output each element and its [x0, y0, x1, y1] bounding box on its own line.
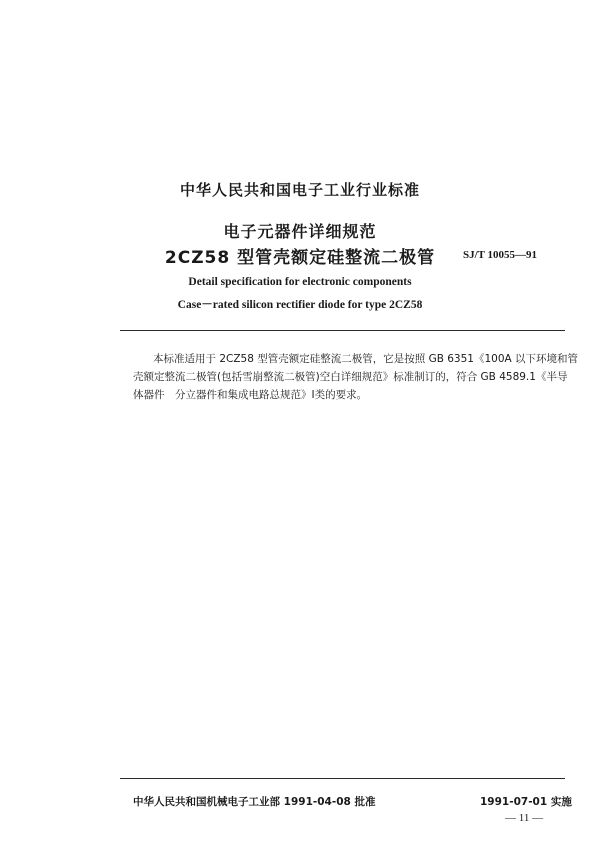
paragraph-line: 本标准适用于 2CZ58 型管壳额定硅整流二极管，它是按照 GB 6351《100A 以下环境和管	[153, 353, 579, 365]
standard-number: SJ/T 10055—91	[463, 249, 538, 261]
top-divider	[120, 330, 565, 331]
approval-statement: 中华人民共和国机械电子工业部 1991-04-08 批准	[133, 796, 376, 808]
scope-paragraph	[133, 350, 579, 404]
standard-organization-heading: 中华人民共和国电子工业行业标准	[179, 181, 420, 199]
title-english-line-2: Case－rated silicon rectifier diode for type 2CZ58	[177, 299, 423, 311]
paragraph-line: 壳额定整流二极管(包括雪崩整流二极管)空白详细规范》标准制订的，符合 GB 4589.1《半导	[133, 371, 568, 383]
page-number: — 11 —	[505, 812, 544, 824]
paragraph-line: 体器件 分立器件和集成电路总规范》Ⅰ类的要求。	[133, 389, 368, 401]
title-chinese-line-1: 电子元器件详细规范	[223, 222, 377, 241]
implementation-date: 1991-07-01 实施	[480, 796, 572, 808]
bottom-divider	[120, 778, 565, 779]
title-english-line-1: Detail specification for electronic components	[188, 276, 412, 288]
title-chinese-line-2: 2CZ58 型管壳额定硅整流二极管	[164, 248, 436, 268]
